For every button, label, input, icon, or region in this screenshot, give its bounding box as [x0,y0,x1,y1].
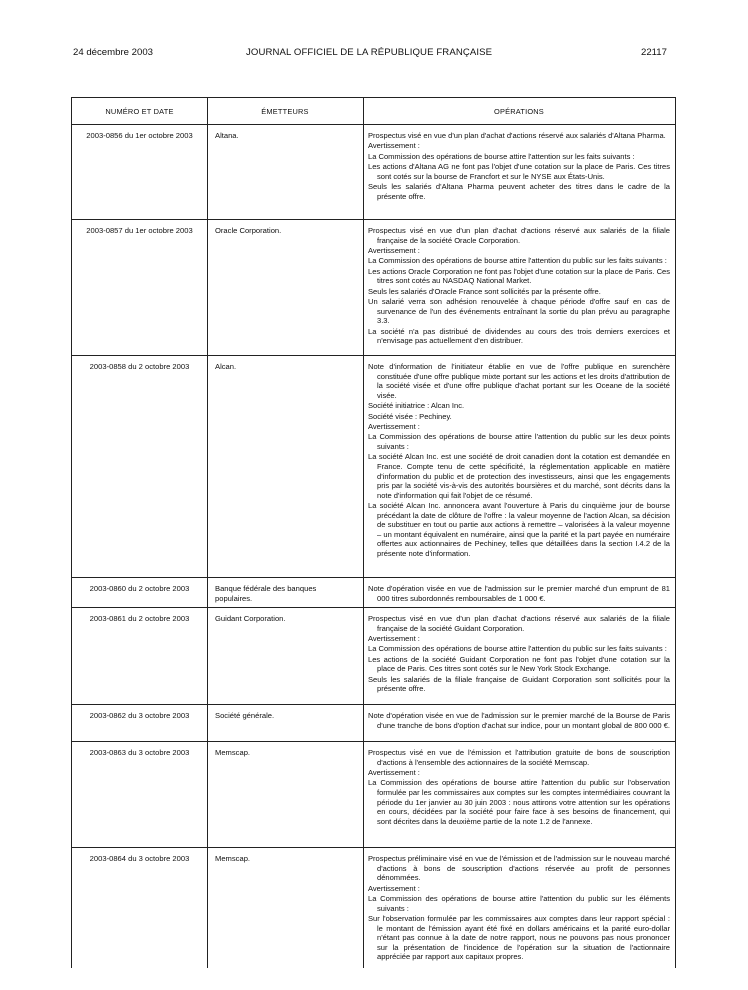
entry-number-date: 2003-0861 du 2 octobre 2003 [89,614,190,623]
column-header-number: NUMÉRO ET DATE [105,107,174,116]
operation-paragraph: Avertissement : [368,883,420,893]
operation-paragraph: Les actions Oracle Corporation ne font pas l'objet d'une cotation sur la place de Paris. Ces titres sont cotés au NASDAQ National Market. [368,266,670,286]
operation-paragraph: Prospectus visé en vue de l'émission et l'attribution gratuite de bons de souscription d'actions à l'ensemble des actionnaires de la société Memscap. [368,748,670,767]
operation-paragraph: Prospectus visé en vue d'un plan d'achat d'actions réservé aux salariés d'Altana Pharma. [368,131,666,140]
table-row [72,607,675,705]
operation-paragraph: Note d'opération visée en vue de l'admission sur le premier marché d'un emprunt de 81 000 titres subordonnés remboursables de 1 000 €. [368,584,670,603]
entry-operations [368,362,670,559]
operation-paragraph: La société Alcan Inc. est une société de droit canadien dont la cotation est demandée en France. Compte tenu de cette spécificité, la réglementation applicable en matière d'information du public et de protection des investisseurs, ainsi que les engagements pris par la société vis-à-vis des autorités boursières et du marché, sont décrits dans la note d'information qui fait l'objet de ce résumé. [368,452,670,500]
operation-paragraph: Note d'information de l'initiateur établie en vue de l'offre publique en surenchère constituée d'une offre publique mixte portant sur les actions et les droits d'attribution de la société visée et d'une offre publique d'achat portant sur les Oceane de la société visée. [368,362,670,400]
entry-number-date: 2003-0864 du 3 octobre 2003 [89,854,190,863]
column-header-issuers: ÉMETTEURS [261,107,309,116]
operation-paragraph: Seuls les salariés de la filiale française de Guidant Corporation sont sollicités pour la présente offre. [368,674,670,694]
table-row [72,219,675,356]
entry-issuer: Alcan. [215,362,237,371]
operation-paragraph: La société Alcan Inc. annoncera avant l'ouverture à Paris du cinquième jour de bourse précédant la date de clôture de l'offre : la valeur moyenne de l'action Alcan, sa décision de substituer en tout ou partie aux actions à remettre – valorisées à la valeur moyenne – un montant équivalent en numéraire, ainsi que la parité et la part payée en numéraire offertes aux actionnaires de Pechiney, telles que détaillées dans la section I.4.2 de la présente note d'information. [368,501,670,559]
entry-operations [368,854,670,963]
operation-paragraph: Prospectus visé en vue d'un plan d'achat d'actions réservé aux salariés de la filiale française de la société Guidant Corporation. [368,614,670,633]
operation-paragraph: Société initiatrice : Alcan Inc. [368,401,465,411]
table-row [72,355,675,578]
entry-number-date: 2003-0857 du 1er octobre 2003 [86,226,193,235]
entry-operations [368,748,670,827]
table-row [72,847,675,968]
entry-number-date: 2003-0863 du 3 octobre 2003 [89,748,190,757]
entry-operations [368,226,670,347]
entry-operations [368,711,670,731]
table-row [72,704,675,742]
operation-paragraph: Seuls les salariés d'Oracle France sont sollicités par la présente offre. [368,286,601,296]
operation-paragraph: Avertissement : [368,633,420,643]
entry-operations [368,584,670,604]
operation-paragraph: Prospectus visé en vue d'un plan d'achat d'actions réservé aux salariés de la filiale française de la société Oracle Corporation. [368,226,670,245]
column-header-operations: OPÉRATIONS [494,107,544,116]
operation-paragraph: La Commission des opérations de bourse attire l'attention du public sur les faits suivants : [368,644,667,654]
entry-issuer: Altana. [215,131,239,140]
entry-number-date: 2003-0858 du 2 octobre 2003 [89,362,190,371]
entry-issuer: Memscap. [215,748,251,757]
operation-paragraph: Avertissement : [368,141,420,151]
operation-paragraph: Société visée : Pechiney. [368,411,452,421]
table-row [72,577,675,608]
operation-paragraph: Un salarié verra son adhésion renouvelée à chaque période d'offre sauf en cas de survenance de l'un des événements entraînant la sortie du plan prévu au paragraphe 3.3. [368,297,670,326]
entry-number-date: 2003-0860 du 2 octobre 2003 [89,584,190,593]
journal-title: JOURNAL OFFICIEL DE LA RÉPUBLIQUE FRANÇAISE [246,47,493,58]
operation-paragraph: Note d'opération visée en vue de l'admission sur le premier marché de la Bourse de Paris d'une tranche de bons d'option d'achat sur indice, pour un montant global de 800 000 €. [368,711,670,730]
page-header [0,47,748,61]
operation-paragraph: Sur l'observation formulée par les commissaires aux comptes dans leur rapport spécial : le montant de l'émission ayant été fixé en dollars américains et la parité euro-dollar n'étant pas connue à la date de notre rapport, nous ne pouvons pas nous prononcer sur la présentation de l'incidence de l'opération sur la situation de l'actionnaire appréciée par rapport aux capitaux propres. [368,913,670,962]
table-header-row [72,98,675,125]
operation-paragraph: Avertissement : [368,421,420,431]
entry-issuer: Société générale. [215,711,275,720]
header-date: 24 décembre 2003 [73,47,154,58]
operation-paragraph: Avertissement : [368,245,420,255]
entry-number-date: 2003-0856 du 1er octobre 2003 [86,131,193,140]
entry-issuer: Guidant Corporation. [215,614,286,623]
operation-paragraph: La Commission des opérations de bourse attire l'attention sur les faits suivants : [368,151,635,161]
operation-paragraph: La Commission des opérations de bourse attire l'attention du public sur les faits suivants : [368,256,667,266]
operation-paragraph: Les actions de la société Guidant Corporation ne font pas l'objet d'une cotation sur la place de Paris. Ces titres sont cotés sur le New York Stock Exchange. [368,654,670,674]
operation-paragraph: La Commission des opérations de bourse attire l'attention du public sur les deux points suivants : [368,432,670,451]
table-row [72,741,675,848]
operations-table [71,97,676,968]
operation-paragraph: La Commission des opérations de bourse attire l'attention du public sur les éléments suivants : [368,893,670,913]
entry-operations [368,614,670,695]
operation-paragraph: Les actions d'Altana AG ne font pas l'objet d'une cotation sur la place de Paris. Ces titres sont cotés sur la bourse de Francfort et sur le NYSE aux États-Unis. [368,162,670,181]
operation-paragraph: Prospectus préliminaire visé en vue de l'émission et de l'admission sur le nouveau marché d'actions à bons de souscription d'actions réservée au profit de personnes dénommées. [368,854,670,883]
entry-issuer: Memscap. [215,854,251,863]
entry-issuer: Oracle Corporation. [215,226,282,235]
operation-paragraph: Avertissement : [368,767,420,777]
entry-number-date: 2003-0862 du 3 octobre 2003 [89,711,190,720]
table-row [72,124,675,220]
operation-paragraph: Seuls les salariés d'Altana Pharma peuvent acheter des titres dans le cadre de la présente offre. [368,182,670,201]
page-number: 22117 [641,47,667,58]
operation-paragraph: La société n'a pas distribué de dividendes au cours des trois derniers exercices et n'envisage pas actuellement d'en distribuer. [368,326,670,346]
operation-paragraph: La Commission des opérations de bourse attire l'attention du public sur l'observation formulée par les commissaires aux comptes sur les comptes intermédiaires couvrant la période du 1er janvier au 30 juin 2003 : nous attirons votre attention sur les opérations en cours, décidées par la société pour faire face à ses besoins de financement, qui sont décrites dans la deuxième partie de la note 1.2 de l'annexe. [368,778,670,826]
entry-operations [368,131,670,202]
entry-issuer: Banque fédérale des banques populaires. [215,584,317,603]
